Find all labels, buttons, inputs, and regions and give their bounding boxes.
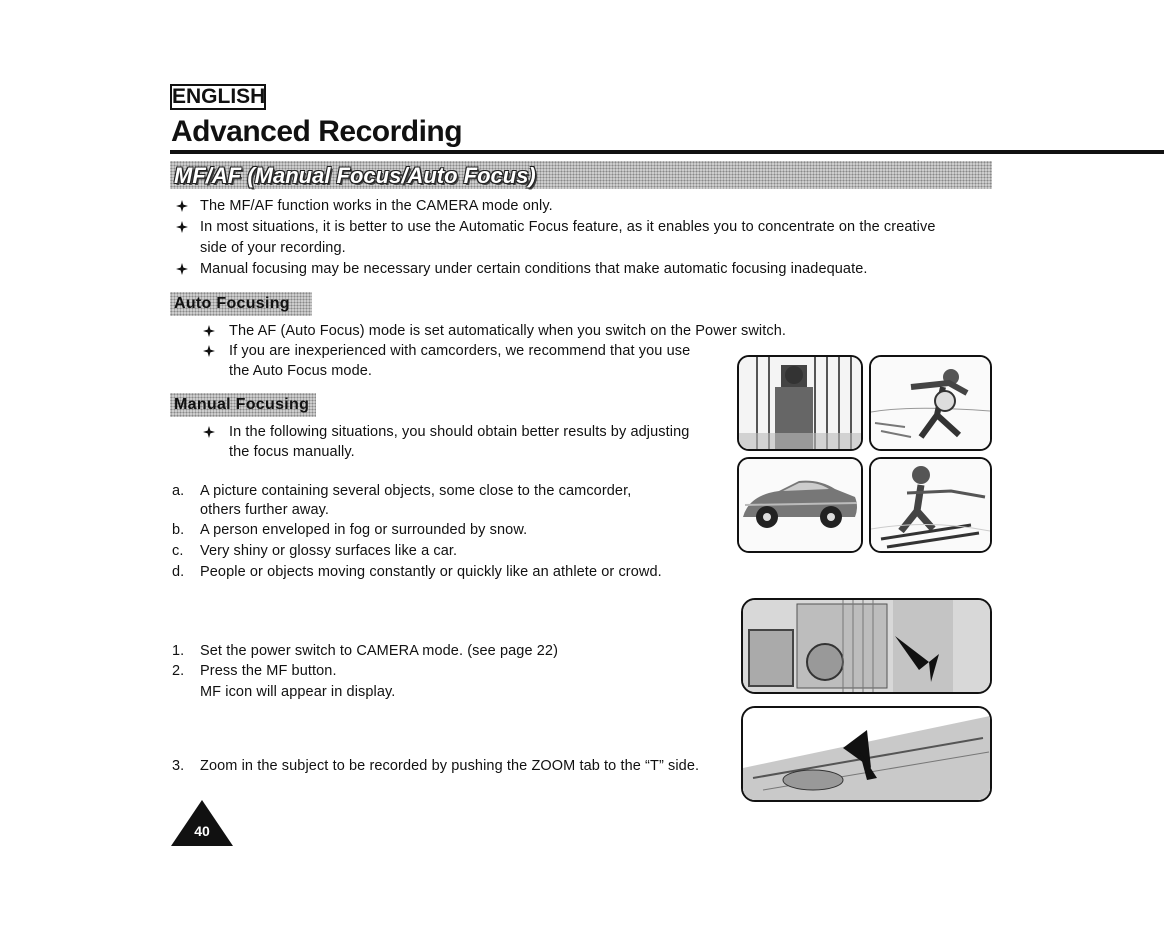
language-badge: ENGLISH (172, 85, 266, 108)
bullet-icon (202, 425, 216, 439)
case-marker-a: a. (172, 483, 185, 499)
illustration-person-behind-bars (737, 355, 863, 451)
illustration-car (737, 457, 863, 553)
case-text-b: A person enveloped in fog or surrounded by snow. (200, 522, 528, 538)
step-text-2-cont: MF icon will appear in display. (200, 684, 396, 700)
bullet-icon (202, 324, 216, 338)
case-marker-b: b. (172, 522, 185, 538)
manual-focusing-title: Manual Focusing (174, 396, 310, 413)
step-text-3: Zoom in the subject to be recorded by pushing the ZOOM tab to the “T” side. (200, 758, 700, 774)
case-marker-c: c. (172, 543, 184, 559)
bullet-icon (175, 199, 189, 213)
auto-focusing-title: Auto Focusing (174, 295, 290, 312)
page-title: Advanced Recording (171, 115, 463, 148)
illustration-running-person (869, 355, 992, 451)
intro-bullet-2: In most situations, it is better to use the Automatic Focus feature, as it enables you to concentrate on the creative (200, 219, 936, 235)
step-marker-3: 3. (172, 758, 185, 774)
manual-bullet-1-cont: the focus manually. (229, 444, 355, 460)
illustration-zoom-tab (741, 706, 992, 802)
case-text-a: A picture containing several objects, some close to the camcorder, (200, 483, 632, 499)
case-text-a-cont: others further away. (200, 502, 330, 518)
intro-bullet-2-cont: side of your recording. (200, 240, 346, 256)
intro-bullet-3: Manual focusing may be necessary under certain conditions that make automatic focusing inadequate. (200, 261, 868, 277)
intro-bullet-1: The MF/AF function works in the CAMERA mode only. (200, 198, 553, 214)
manual-bullet-1: In the following situations, you should obtain better results by adjusting (229, 424, 690, 440)
title-rule (170, 150, 1164, 154)
bullet-icon (175, 220, 189, 234)
step-marker-1: 1. (172, 643, 185, 659)
step-text-1: Set the power switch to CAMERA mode. (see page 22) (200, 643, 559, 659)
auto-bullet-2-cont: the Auto Focus mode. (229, 363, 373, 379)
case-text-c: Very shiny or glossy surfaces like a car. (200, 543, 458, 559)
auto-bullet-1: The AF (Auto Focus) mode is set automatically when you switch on the Power switch. (229, 323, 787, 339)
page-number: 40 (194, 823, 210, 839)
step-text-2: Press the MF button. (200, 663, 337, 679)
case-text-d: People or objects moving constantly or quickly like an athlete or crowd. (200, 564, 662, 580)
case-marker-d: d. (172, 564, 185, 580)
illustration-camcorder-mf-button (741, 598, 992, 694)
illustration-skier (869, 457, 992, 553)
auto-bullet-2: If you are inexperienced with camcorders, we recommend that you use (229, 343, 691, 359)
bullet-icon (175, 262, 189, 276)
bullet-icon (202, 344, 216, 358)
section-title: MF/AF (Manual Focus/Auto Focus) (174, 163, 536, 188)
step-marker-2: 2. (172, 663, 185, 679)
